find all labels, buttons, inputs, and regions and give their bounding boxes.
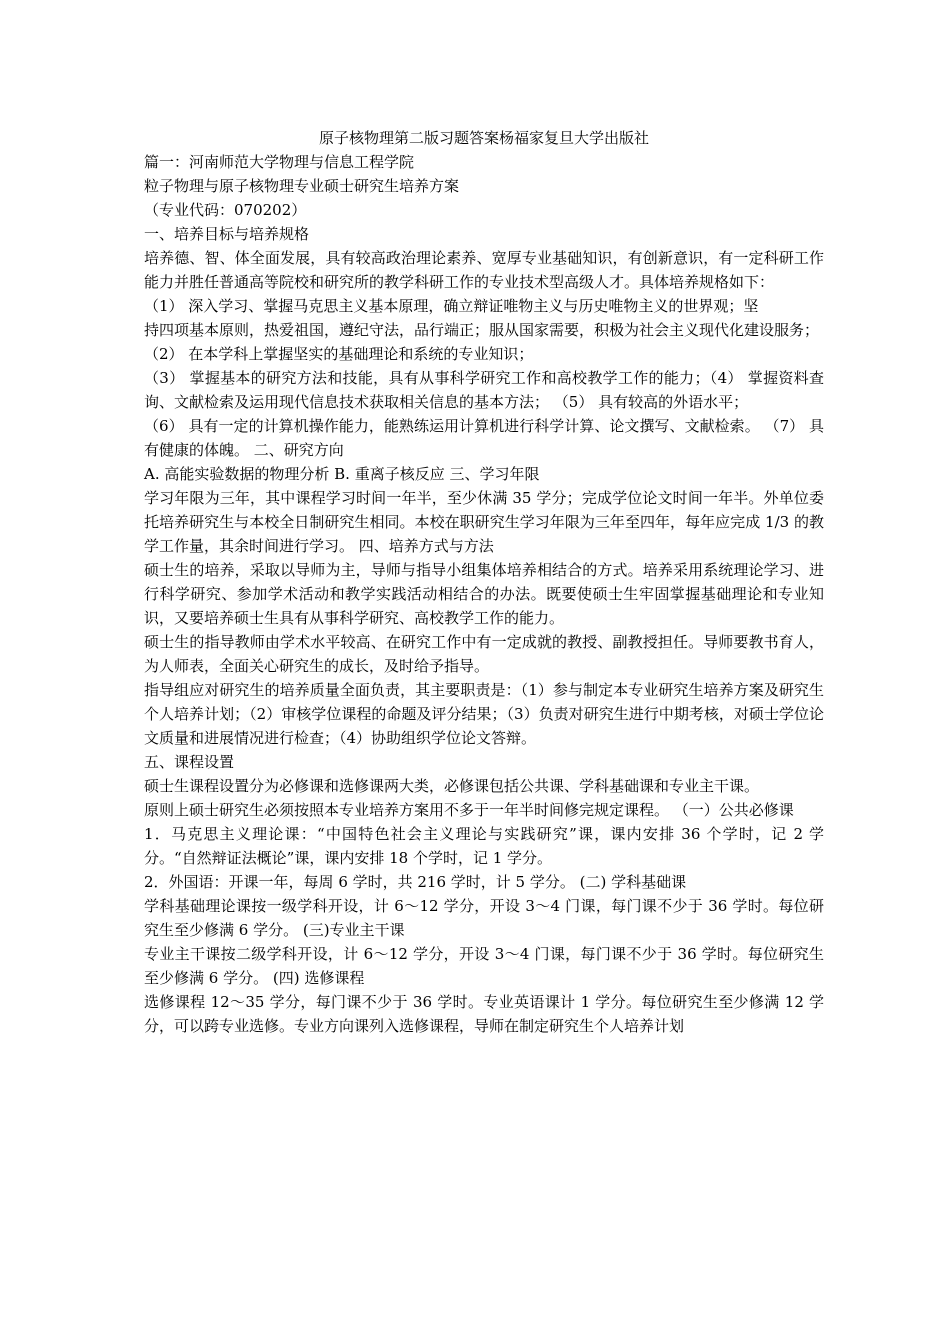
body-paragraph: A. 高能实验数据的物理分析 B. 重离子核反应 三、学习年限 [144, 465, 540, 483]
body-paragraph: （1） 深入学习、掌握马克思主义基本原理，确立辩证唯物主义与历史唯物主义的世界观；坚 [144, 297, 759, 315]
document-body [144, 150, 824, 1038]
body-paragraph: 指导组应对研究生的培养质量全面负责，其主要职责是：（1）参与制定本专业研究生培养方案及研究生个人培养计划；（2）审核学位课程的命题及评分结果；（3）负责对研究生进行中期考核，对硕士学位论文质量和进展情况进行检查；（4）协助组织学位论文答辩。 [144, 681, 824, 747]
body-paragraph: 持四项基本原则，热爱祖国，遵纪守法，品行端正；服从国家需要，积极为社会主义现代化建设服务； [144, 321, 820, 339]
body-paragraph: （专业代码：070202） [144, 201, 307, 219]
body-paragraph: 培养德、智、体全面发展，具有较高政治理论素养、宽厚专业基础知识，有创新意识，有一定科研工作能力并胜任普通高等院校和研究所的教学科研工作的专业技术型高级人才。具体培养规格如下： [144, 249, 824, 291]
body-paragraph: 硕士生的指导教师由学术水平较高、在研究工作中有一定成就的教授、副教授担任。导师要教书育人，为人师表，全面关心研究生的成长，及时给予指导。 [144, 633, 824, 675]
document-title: 原子核物理第二版习题答案杨福家复旦大学出版社 [318, 129, 649, 147]
body-paragraph: 粒子物理与原子核物理专业硕士研究生培养方案 [144, 177, 460, 195]
body-paragraph: 篇一：河南师范大学物理与信息工程学院 [144, 153, 415, 171]
body-paragraph: 专业主干课按二级学科开设，计 6～12 学分，开设 3～4 门课，每门课不少于 36 学时。每位研究生至少修满 6 学分。 (四) 选修课程 [144, 945, 824, 987]
body-paragraph: 五、课程设置 [144, 753, 235, 771]
body-paragraph: 硕士生的培养，采取以导师为主，导师与指导小组集体培养相结合的方式。培养采用系统理论学习、进行科学研究、参加学术活动和教学实践活动相结合的办法。既要使硕士生牢固掌握基础理论和专业知识，又要培养硕士生具有从事科学研究、高校教学工作的能力。 [144, 561, 824, 627]
body-paragraph: 1．马克思主义理论课：“中国特色社会主义理论与实践研究”课，课内安排 36 个学时，记 2 学分。“自然辩证法概论”课，课内安排 18 个学时，记 1 学分。 [144, 825, 824, 867]
body-paragraph: 原则上硕士研究生必须按照本专业培养方案用不多于一年半时间修完规定课程。 （一）公共必修课 [144, 801, 794, 819]
body-paragraph: （6） 具有一定的计算机操作能力，能熟练运用计算机进行科学计算、论文撰写、文献检索。 （7） 具有健康的体魄。 二、研究方向 [144, 417, 824, 459]
body-paragraph: 硕士生课程设置分为必修课和选修课两大类，必修课包括公共课、学科基础课和专业主干课。 [144, 777, 760, 795]
body-paragraph: 学科基础理论课按一级学科开设，计 6～12 学分，开设 3～4 门课，每门课不少于 36 学时。每位研究生至少修满 6 学分。 (三)专业主干课 [144, 897, 824, 939]
body-paragraph: 一、培养目标与培养规格 [144, 225, 310, 243]
body-paragraph: （2） 在本学科上掌握坚实的基础理论和系统的专业知识； [144, 345, 534, 363]
body-paragraph: （3） 掌握基本的研究方法和技能，具有从事科学研究工作和高校教学工作的能力；（4） 掌握资料查询、文献检索及运用现代信息技术获取相关信息的基本方法； （5） 具有较高的外语水平； [144, 369, 824, 411]
body-paragraph: 学习年限为三年，其中课程学习时间一年半，至少休满 35 学分；完成学位论文时间一年半。外单位委托培养研究生与本校全日制研究生相同。本校在职研究生学习年限为三年至四年，每年应完成 1/3 的教学工作量，其余时间进行学习。 四、培养方式与方法 [144, 489, 824, 555]
body-paragraph: 2．外国语：开课一年，每周 6 学时，共 216 学时，计 5 学分。 (二) 学科基础课 [144, 873, 687, 891]
body-paragraph: 选修课程 12～35 学分，每门课不少于 36 学时。专业英语课计 1 学分。每位研究生至少修满 12 学分，可以跨专业选修。专业方向课列入选修课程，导师在制定研究生个人培养计划 [144, 993, 824, 1035]
document-page [144, 126, 824, 1038]
